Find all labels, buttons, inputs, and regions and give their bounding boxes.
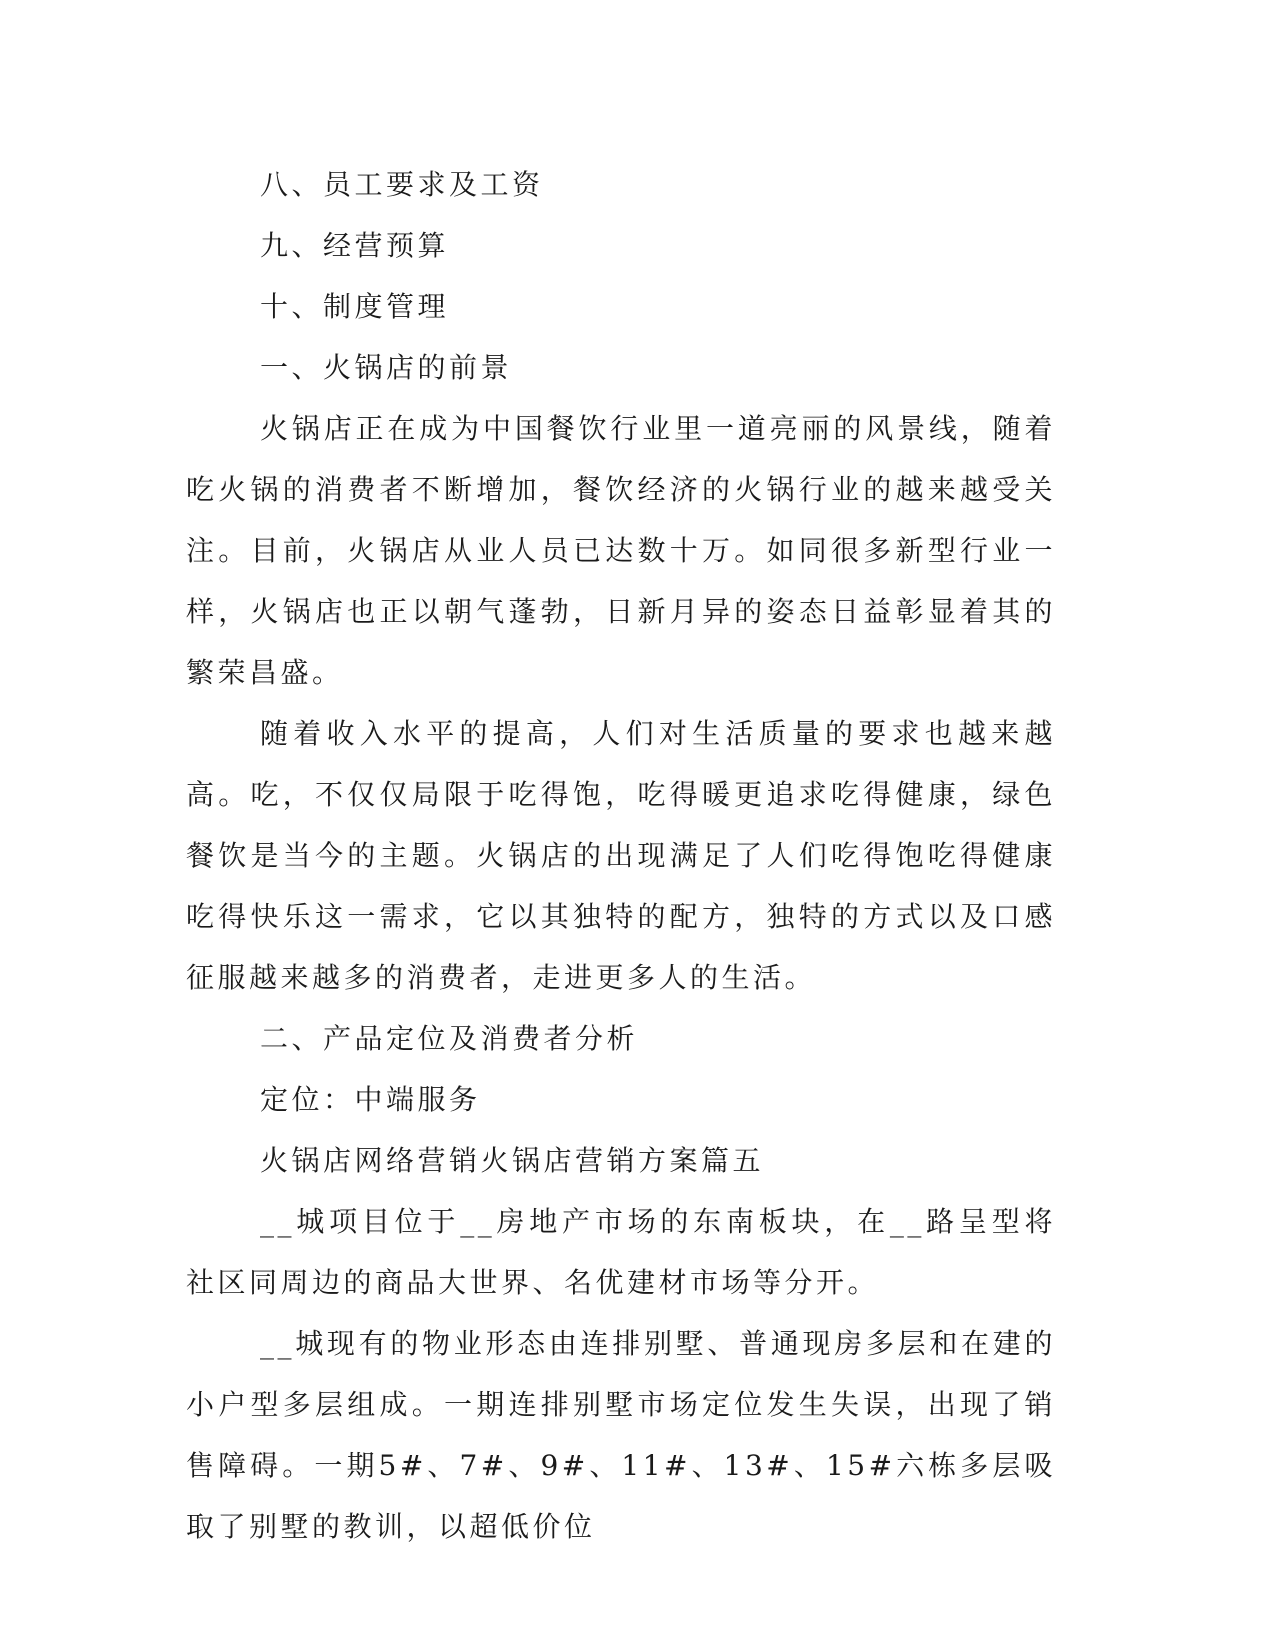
paragraph-prospects-2: 随着收入水平的提高，人们对生活质量的要求也越来越高。吃，不仅仅局限于吃得饱，吃得暖更追求吃得健康，绿色餐饮是当今的主题。火锅店的出现满足了人们吃得饱吃得健康吃得快乐这一需求，它以其独特的配方，独特的方式以及口感征服越来越多的消费者，走进更多人的生活。 xyxy=(186,717,1056,994)
chapter-title-part-five: 火锅店网络营销火锅店营销方案篇五 xyxy=(260,1144,765,1177)
section-heading-staff-wages: 八、员工要求及工资 xyxy=(260,168,544,201)
section-heading-budget: 九、经营预算 xyxy=(260,229,450,262)
paragraph-project-location: __城项目位于__房地产市场的东南板块，在__路呈型将社区同周边的商品大世界、名优建材市场等分开。 xyxy=(186,1205,1056,1299)
paragraph-prospects-1: 火锅店正在成为中国餐饮行业里一道亮丽的风景线，随着吃火锅的消费者不断增加，餐饮经济的火锅行业的越来越受关注。目前，火锅店从业人员已达数十万。如同很多新型行业一样，火锅店也正以朝气蓬勃，日新月异的姿态日益彰显着其的繁荣昌盛。 xyxy=(186,412,1056,689)
positioning-label: 定位：中端服务 xyxy=(260,1083,481,1116)
document-body xyxy=(186,154,1056,1557)
section-heading-positioning: 二、产品定位及消费者分析 xyxy=(260,1022,639,1055)
paragraph-property-types: __城现有的物业形态由连排别墅、普通现房多层和在建的小户型多层组成。一期连排别墅市场定位发生失误，出现了销售障碍。一期5#、7#、9#、11#、13#、15#六栋多层吸取了别墅的教训，以超低价位 xyxy=(186,1327,1056,1543)
section-heading-management: 十、制度管理 xyxy=(260,290,450,323)
section-heading-prospects: 一、火锅店的前景 xyxy=(260,351,513,384)
